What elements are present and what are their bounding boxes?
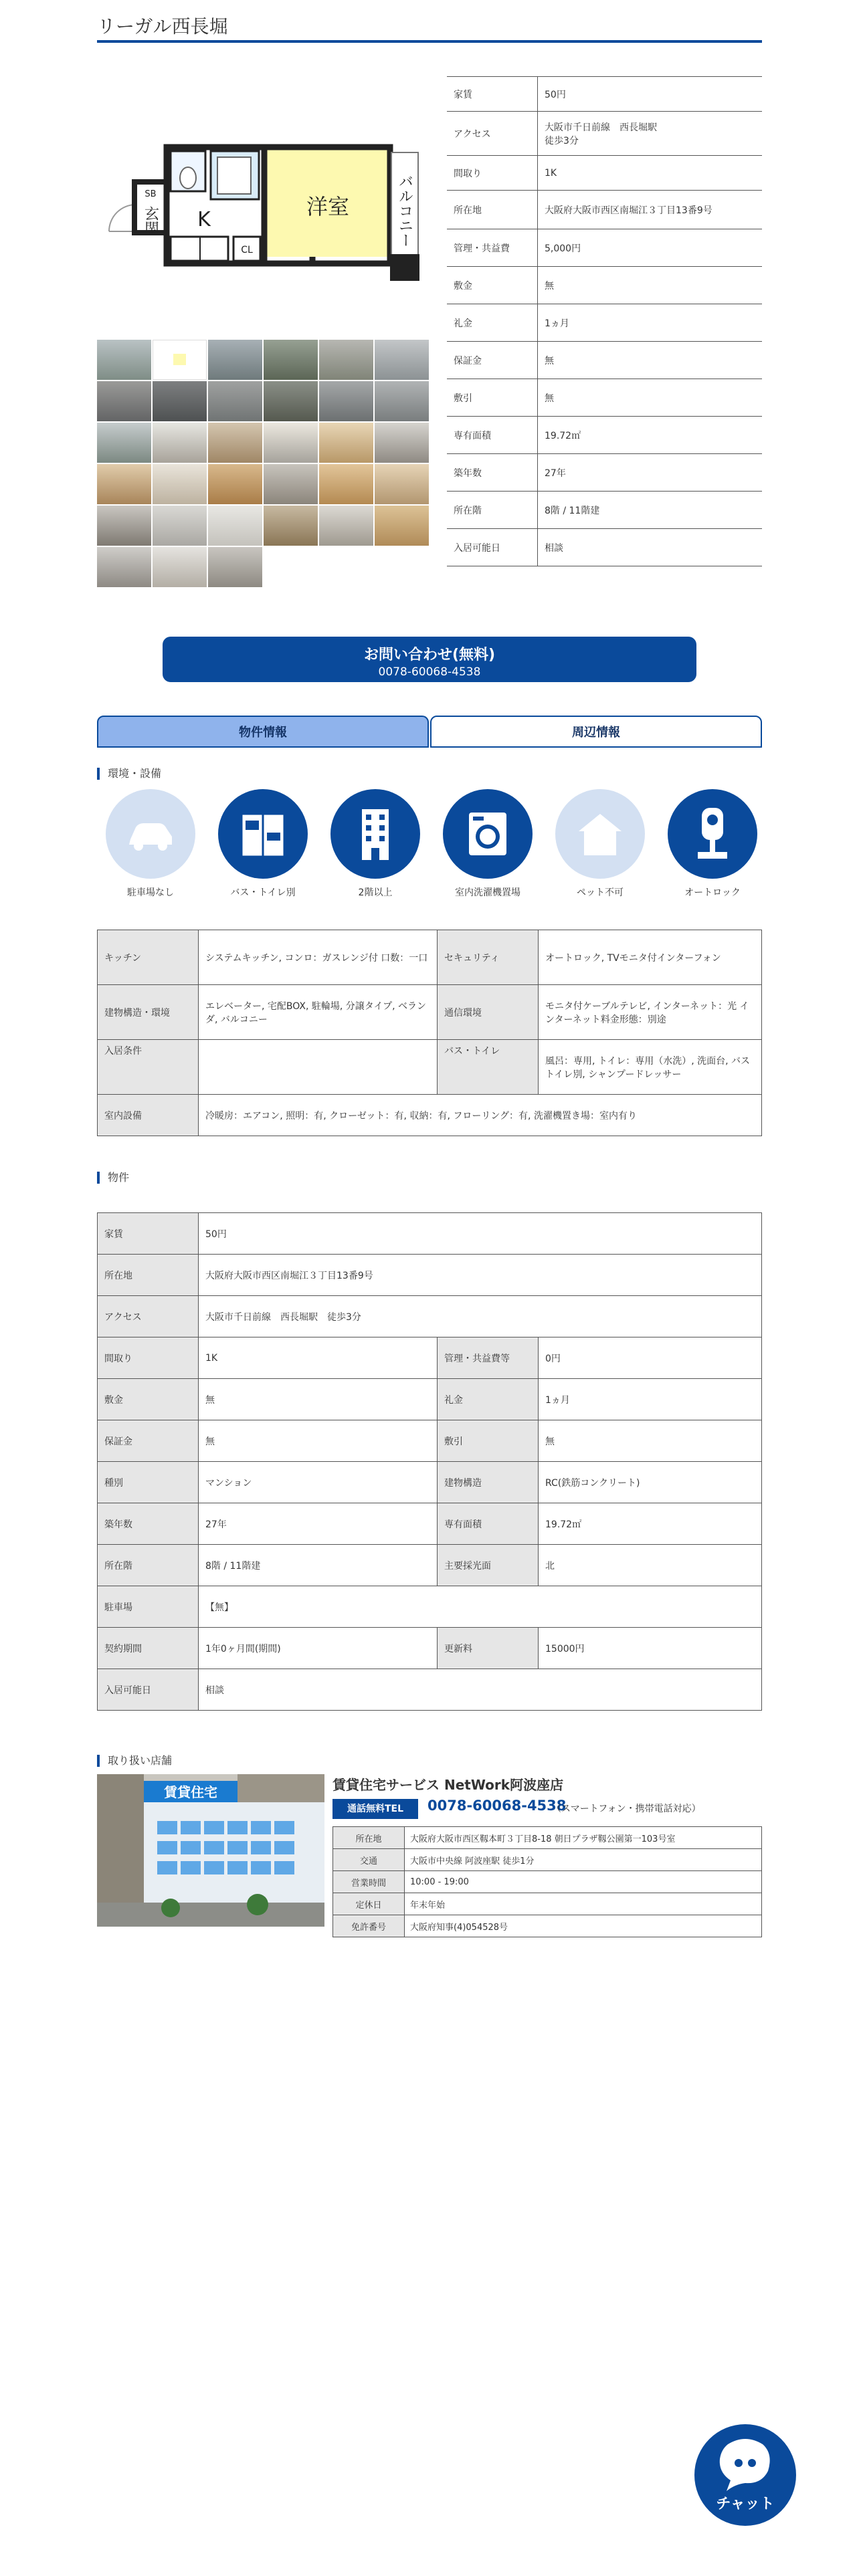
thumbnail[interactable] <box>208 340 262 380</box>
feature-label: 駐車場なし <box>127 887 174 898</box>
property-key: 建物構造 <box>438 1462 539 1503</box>
shop-value: 10:00 - 19:00 <box>405 1871 762 1893</box>
thumbnail[interactable] <box>319 340 373 380</box>
thumbnail[interactable] <box>97 464 151 504</box>
building-icon <box>330 789 420 879</box>
property-key: 礼金 <box>438 1379 539 1420</box>
spec-key: 所在階 <box>447 492 538 529</box>
tab-neighborhood-info[interactable]: 周辺情報 <box>430 716 762 748</box>
equipment-value <box>199 1040 438 1095</box>
property-value: 相談 <box>199 1669 762 1711</box>
bath-toilet-icon <box>218 789 308 879</box>
shop-key: 営業時間 <box>333 1871 405 1893</box>
shop-photo <box>97 1774 324 1927</box>
spec-value: 1ヵ月 <box>545 318 569 329</box>
table-row <box>333 1893 762 1915</box>
feature-washer-space <box>441 789 535 899</box>
thumbnail[interactable] <box>208 506 262 546</box>
car-icon <box>106 789 195 879</box>
shoebox-label: SB <box>145 189 157 199</box>
thumbnail[interactable] <box>153 547 207 587</box>
property-key: 更新料 <box>438 1628 539 1669</box>
contact-label: お問い合わせ(無料) <box>363 647 496 663</box>
spec-key: 保証金 <box>447 342 538 379</box>
thumbnail[interactable] <box>264 381 318 421</box>
property-key: 管理・共益費等 <box>438 1337 539 1379</box>
table-row <box>98 1337 762 1379</box>
table-row <box>98 1503 762 1545</box>
chat-bubble-icon <box>694 2424 796 2526</box>
table-row <box>98 1213 762 1255</box>
spec-key: 家賃 <box>447 77 538 112</box>
thumbnail[interactable] <box>375 381 429 421</box>
property-value: 無 <box>539 1420 762 1462</box>
info-tabs <box>97 716 762 749</box>
equipment-value: 冷暖房：エアコン, 照明：有, クローゼット：有, 収納：有, フローリング：有, 洗濯機置き場：室内有り <box>199 1095 762 1136</box>
spec-row <box>447 77 762 112</box>
feature-icons <box>104 789 762 898</box>
section-heading-equipment: 環境・設備 <box>97 768 161 780</box>
table-row <box>98 1379 762 1420</box>
spec-key: 敷引 <box>447 379 538 417</box>
equipment-key: 建物構造・環境 <box>98 985 199 1040</box>
spec-value: 19.72㎡ <box>545 430 581 441</box>
shop-key: 免許番号 <box>333 1915 405 1937</box>
shop-tel-link[interactable]: 0078-60068-4538 <box>427 1798 567 1814</box>
property-value: 15000円 <box>539 1628 762 1669</box>
tab-property-info[interactable]: 物件情報 <box>97 716 429 748</box>
property-value: 1K <box>199 1337 438 1379</box>
thumbnail[interactable] <box>153 340 207 380</box>
feature-label: 2階以上 <box>358 887 393 898</box>
pet-house-icon <box>555 789 645 879</box>
property-key: アクセス <box>98 1296 199 1337</box>
spec-row <box>447 379 762 417</box>
property-value: 19.72㎡ <box>539 1503 762 1545</box>
table-row <box>98 1296 762 1337</box>
equipment-key: 室内設備 <box>98 1095 199 1136</box>
shop-sign-text: 賃貸住宅 <box>164 1784 217 1800</box>
spec-key: 敷金 <box>447 267 538 304</box>
feature-label: バス・トイレ別 <box>230 887 296 898</box>
property-value: 【無】 <box>199 1586 762 1628</box>
table-row <box>98 1669 762 1711</box>
property-value: 8階 / 11階建 <box>199 1545 438 1586</box>
property-key: 築年数 <box>98 1503 199 1545</box>
shop-info-table <box>332 1826 762 1937</box>
spec-key: 管理・共益費 <box>447 229 538 267</box>
spec-value: 無 <box>545 355 554 366</box>
property-value: 50円 <box>199 1213 762 1255</box>
table-row <box>98 1255 762 1296</box>
table-row <box>98 1586 762 1628</box>
thumbnail[interactable] <box>319 423 373 463</box>
spec-value: 5,000円 <box>545 243 581 254</box>
property-key: 所在地 <box>98 1255 199 1296</box>
floorplan-drawing <box>97 74 432 294</box>
feature-label: 室内洗濯機置場 <box>455 887 520 898</box>
table-row <box>333 1827 762 1849</box>
property-key: 敷金 <box>98 1379 199 1420</box>
property-value: 無 <box>199 1420 438 1462</box>
feature-label: ペット不可 <box>577 887 624 898</box>
spec-value: 大阪市千日前線 西長堀駅 徒歩3分 <box>545 122 657 146</box>
spec-row <box>447 304 762 342</box>
thumbnail[interactable] <box>97 506 151 546</box>
tel-note: （スマートフォン・携帯電話対応） <box>552 1804 701 1814</box>
spec-value: 27年 <box>545 467 566 479</box>
property-value: 無 <box>199 1379 438 1420</box>
property-value: 27年 <box>199 1503 438 1545</box>
thumbnail[interactable] <box>375 464 429 504</box>
thumbnail[interactable] <box>319 381 373 421</box>
property-value: 大阪市千日前線 西長堀駅 徒歩3分 <box>199 1296 762 1337</box>
property-key: 保証金 <box>98 1420 199 1462</box>
section-heading-property: 物件 <box>97 1172 129 1184</box>
thumbnail[interactable] <box>319 464 373 504</box>
spec-key: 所在地 <box>447 191 538 229</box>
entrance-label: 玄関 <box>142 206 159 235</box>
spec-value: 1K <box>545 167 557 179</box>
shop-key: 定休日 <box>333 1893 405 1915</box>
shop-name: 賃貸住宅サービス NetWork阿波座店 <box>332 1777 564 1793</box>
thumbnail[interactable] <box>319 506 373 546</box>
spec-row <box>447 191 762 229</box>
equipment-key: バス・トイレ <box>438 1040 539 1095</box>
spec-key: 礼金 <box>447 304 538 342</box>
feature-no-pets <box>553 789 647 899</box>
equipment-value: システムキッチン, コンロ：ガスレンジ付 口数：一口 <box>199 930 438 985</box>
tel-badge: 通話無料TEL <box>332 1799 418 1819</box>
spec-row <box>447 454 762 492</box>
intercom-icon <box>668 789 757 879</box>
property-key: 間取り <box>98 1337 199 1379</box>
table-row <box>333 1915 762 1937</box>
property-key: 所在階 <box>98 1545 199 1586</box>
equipment-key: セキュリティ <box>438 930 539 985</box>
photo-thumbnails <box>97 340 432 587</box>
property-value: 1ヵ月 <box>539 1379 762 1420</box>
property-key: 敷引 <box>438 1420 539 1462</box>
kitchen-label: K <box>197 208 211 231</box>
thumbnail[interactable] <box>264 506 318 546</box>
page-title <box>97 13 762 43</box>
table-row <box>333 1849 762 1871</box>
spec-row <box>447 267 762 304</box>
property-value: 1年0ヶ月間(期間) <box>199 1628 438 1669</box>
equipment-table <box>97 930 762 1136</box>
spec-key: 築年数 <box>447 454 538 492</box>
shop-key: 所在地 <box>333 1827 405 1849</box>
shop-key: 交通 <box>333 1849 405 1871</box>
spec-row <box>447 529 762 566</box>
equipment-value: エレベーター, 宅配BOX, 駐輪場, 分譲タイプ, ベランダ, バルコニー <box>199 985 438 1040</box>
spec-value: 相談 <box>545 542 563 554</box>
table-row <box>98 1040 762 1095</box>
contact-tel: 0078-60068-4538 <box>378 665 481 679</box>
feature-auto-lock <box>666 789 759 899</box>
table-row <box>98 1462 762 1503</box>
shop-value: 年末年始 <box>405 1893 762 1915</box>
spec-row <box>447 492 762 529</box>
thumbnail[interactable] <box>375 340 429 380</box>
property-value: マンション <box>199 1462 438 1503</box>
closet-label: CL <box>241 245 253 255</box>
shop-value: 大阪府知事(4)054528号 <box>405 1915 762 1937</box>
table-row <box>98 1628 762 1669</box>
property-key: 種別 <box>98 1462 199 1503</box>
property-key: 家賃 <box>98 1213 199 1255</box>
equipment-key: 入居条件 <box>98 1040 199 1095</box>
thumbnail[interactable] <box>208 547 262 587</box>
thumbnail[interactable] <box>208 464 262 504</box>
thumbnail[interactable] <box>153 464 207 504</box>
thumbnail[interactable] <box>264 423 318 463</box>
feature-separate-bath <box>216 789 310 899</box>
thumbnail[interactable] <box>153 381 207 421</box>
equipment-value: 風呂：専用, トイレ：専用（水洗）, 洗面台, バストイレ別, シャンプードレッサー <box>539 1040 762 1095</box>
thumbnail[interactable] <box>264 464 318 504</box>
chat-label: チャット <box>716 2496 775 2512</box>
thumbnail[interactable] <box>153 423 207 463</box>
table-row <box>333 1871 762 1893</box>
room-western-label: 洋室 <box>306 194 350 219</box>
equipment-key: 通信環境 <box>438 985 539 1040</box>
table-row <box>98 1420 762 1462</box>
equipment-key: キッチン <box>98 930 199 985</box>
property-table <box>97 1212 762 1711</box>
spec-row <box>447 229 762 267</box>
balcony-label: バルコニー <box>396 174 413 247</box>
feature-no-parking <box>104 789 197 899</box>
thumbnail[interactable] <box>153 506 207 546</box>
equipment-value: オートロック, TVモニタ付インターフォン <box>539 930 762 985</box>
chat-button[interactable] <box>694 2424 796 2526</box>
thumbnail[interactable] <box>208 423 262 463</box>
spec-row <box>447 342 762 379</box>
thumbnail[interactable] <box>97 547 151 587</box>
property-value: 北 <box>539 1545 762 1586</box>
spec-row <box>447 156 762 191</box>
spec-row <box>447 417 762 454</box>
thumbnail[interactable] <box>264 340 318 380</box>
property-title: リーガル西長堀 <box>97 15 228 37</box>
shop-value: 大阪市中央線 阿波座駅 徒歩1分 <box>405 1849 762 1871</box>
spec-key: 入居可能日 <box>447 529 538 566</box>
property-key: 駐車場 <box>98 1586 199 1628</box>
spec-row <box>447 112 762 156</box>
thumbnail[interactable] <box>97 423 151 463</box>
thumbnail[interactable] <box>375 423 429 463</box>
property-key: 専有面積 <box>438 1503 539 1545</box>
summary-spec-table <box>447 76 762 566</box>
spec-key: アクセス <box>447 112 538 156</box>
thumbnail[interactable] <box>97 340 151 380</box>
table-row <box>98 985 762 1040</box>
spec-key: 専有面積 <box>447 417 538 454</box>
contact-button[interactable] <box>163 637 696 682</box>
property-value: 0円 <box>539 1337 762 1379</box>
table-row <box>98 1095 762 1136</box>
spec-value: 大阪府大阪市西区南堀江３丁目13番9号 <box>545 205 712 216</box>
thumbnail[interactable] <box>375 506 429 546</box>
table-row <box>98 1545 762 1586</box>
property-key: 主要採光面 <box>438 1545 539 1586</box>
shop-value: 大阪府大阪市西区靱本町３丁目8-18 朝日プラザ靱公園第一103号室 <box>405 1827 762 1849</box>
table-row <box>98 930 762 985</box>
spec-value: 無 <box>545 280 554 292</box>
property-key: 入居可能日 <box>98 1669 199 1711</box>
feature-2f-or-above <box>328 789 422 899</box>
washer-icon <box>443 789 533 879</box>
spec-value: 50円 <box>545 89 566 100</box>
spec-value: 8階 / 11階建 <box>545 505 600 516</box>
floorplan-image[interactable] <box>97 74 432 294</box>
section-heading-shop: 取り扱い店舗 <box>97 1755 172 1767</box>
property-value: RC(鉄筋コンクリート) <box>539 1462 762 1503</box>
equipment-value: モニタ付ケーブルテレビ, インターネット：光 インターネット料金形態：別途 <box>539 985 762 1040</box>
property-value: 大阪府大阪市西区南堀江３丁目13番9号 <box>199 1255 762 1296</box>
spec-key: 間取り <box>447 156 538 191</box>
feature-label: オートロック <box>684 887 741 898</box>
spec-value: 無 <box>545 393 554 404</box>
thumbnail[interactable] <box>97 381 151 421</box>
property-key: 契約期間 <box>98 1628 199 1669</box>
thumbnail[interactable] <box>208 381 262 421</box>
